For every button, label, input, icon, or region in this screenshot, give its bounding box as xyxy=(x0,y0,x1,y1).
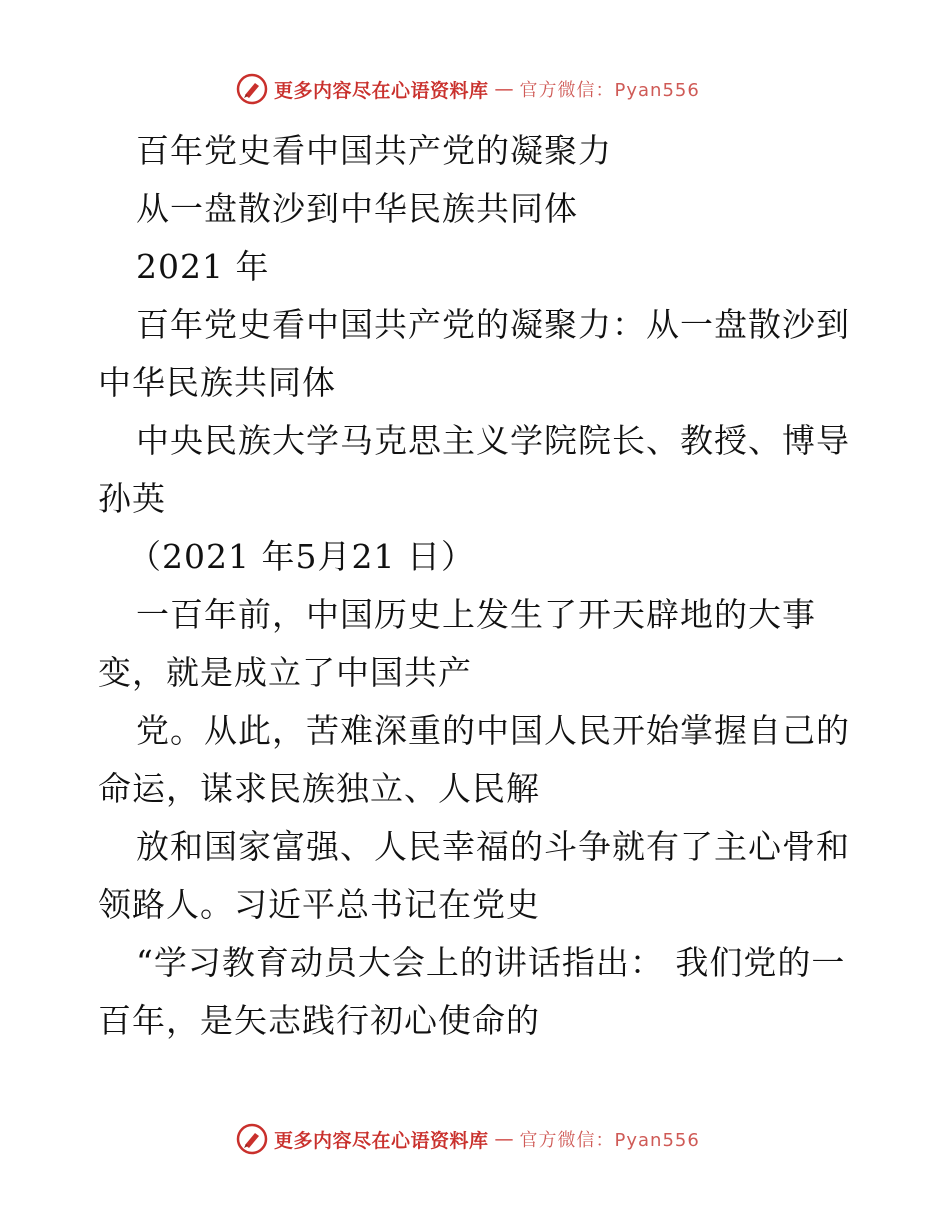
watermark-dash: — xyxy=(494,78,514,100)
pen-logo-icon xyxy=(236,73,268,105)
watermark-dash: — xyxy=(494,1128,514,1150)
document-heading: 百年党史看中国共产党的凝聚力：从一盘散沙到中华民族共同体 xyxy=(98,305,850,402)
watermark-wechat: 官方微信：Pyan556 xyxy=(519,1130,700,1151)
paragraph: 放和国家富强、人民幸福的斗争就有了主心骨和领路人。习近平总书记在党史 xyxy=(98,827,850,924)
paragraph: 党。从此，苦难深重的中国人民开始掌握自己的命运，谋求民族独立、人民解 xyxy=(98,711,850,808)
document-title: 百年党史看中国共产党的凝聚力 xyxy=(136,131,612,170)
author-line: 中央民族大学马克思主义学院院长、教授、博导孙英 xyxy=(98,421,850,518)
document-subtitle: 从一盘散沙到中华民族共同体 xyxy=(136,189,578,228)
pen-logo-icon xyxy=(236,1123,268,1155)
paragraph: “学习教育动员大会上的讲话指出： 我们党的一百年，是矢志践行初心使命的 xyxy=(98,943,846,1040)
header-watermark xyxy=(236,72,700,106)
footer-watermark xyxy=(236,1122,700,1156)
document-date: （2021 年5月21 日） xyxy=(128,537,475,576)
watermark-text: 更多内容尽在心语资料库 xyxy=(274,79,489,102)
document-body xyxy=(98,122,868,1050)
watermark-text: 更多内容尽在心语资料库 xyxy=(274,1129,489,1152)
paragraph: 一百年前，中国历史上发生了开天辟地的大事变，就是成立了中国共产 xyxy=(98,595,816,692)
document-year: 2021 年 xyxy=(136,247,270,286)
watermark-wechat: 官方微信：Pyan556 xyxy=(519,80,700,101)
